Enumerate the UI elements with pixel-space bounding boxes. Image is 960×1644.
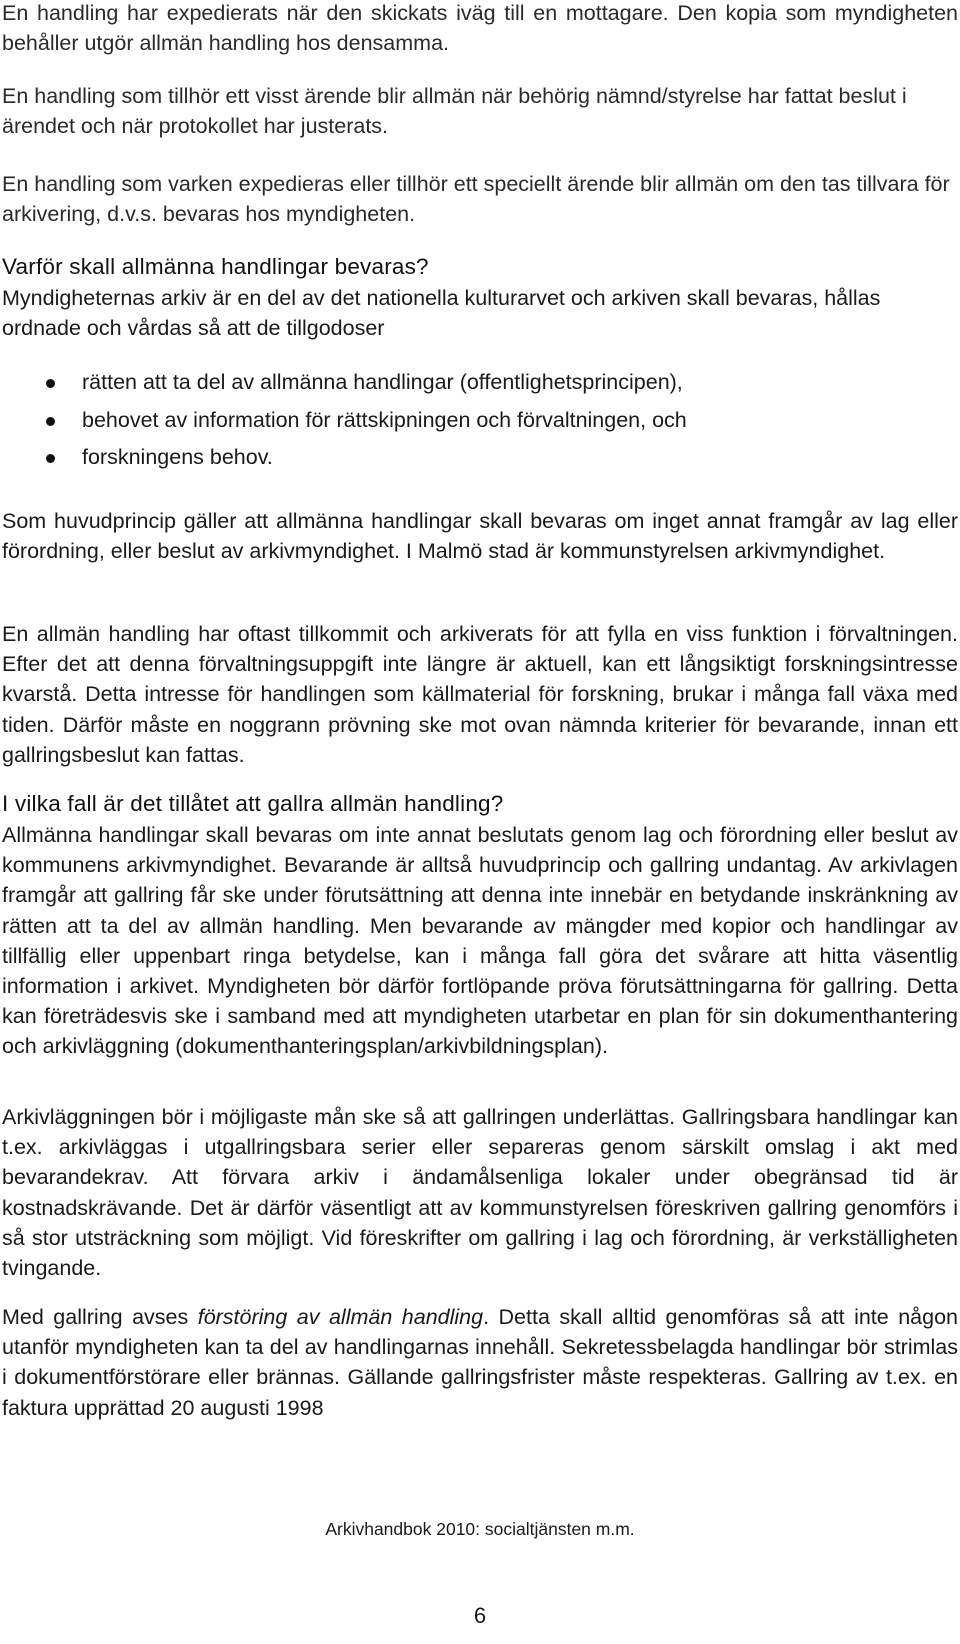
list-item-text: behovet av information för rättskipningen och förvaltningen, och (82, 407, 687, 432)
emphasis-forstoring: förstöring av allmän handling (197, 1305, 484, 1329)
footer-text: Arkivhandbok 2010: socialtjänsten m.m. (325, 1519, 635, 1539)
paragraph-text-start: Med gallring avses (2, 1305, 198, 1329)
list-item-text: rätten att ta del av allmänna handlingar (offentlighetsprincipen), (82, 370, 683, 394)
paragraph-gallring-undantag: Allmänna handlingar skall bevaras om inte annat beslutats genom lag och förordning eller beslut av kommunens arkivmyndighet. Bevarande är alltså huvudprincip och gallring undantag. Av arkivlagen framgår att gallring får ske under förutsättning att denna inte innebär en betydande inskränkning av rätten att ta del av allmän handling. Men bevarande av mängder med kopior och handlingar av tillfällig eller uppenbart ringa betydelse, kan i många fall göra det svårare att hitta väsentlig information i arkivet. Myndigheten bör därför fortlöpande pröva förutsättningarna för gallring. Detta kan företrädesvis ske i samband med att myndigheten utarbetar en plan för sin dokumenthantering och arkivläggning (dokumenthanteringsplan/arkivbildningsplan). (2, 823, 958, 1059)
paragraph-arende-handling: En handling som tillhör ett visst ärende blir allmän när behörig nämnd/styrelse har fattat beslut i ärendet och när protokollet har justerats. (2, 84, 907, 139)
paragraph-forskningsintresse: En allmän handling har oftast tillkommit och arkiverats för att fylla en viss funktion i förvaltningen. Efter det att denna förvaltningsuppgift inte längre är aktuell, kan ett långsiktigt forskningsintresse kvarstå. Detta intresse för handlingen som källmaterial för forskning, brukar i många fall växa med tiden. Därför måste en noggrann prövning ske mot ovan nämnda kriterier för bevarande, innan ett gallringsbeslut kan fattas. (2, 622, 958, 767)
paragraph-text-end: . Detta skall alltid genomföras så att inte någon utanför myndigheten kan ta del av handlingarnas innehåll. Sekretessbelagda handlingar bör strimlas i dokumentförstörare eller brännas. Gällande gallringsfrister måste respekteras. Gallring av t.ex. en faktura upprättad 20 augusti 1998 (2, 1305, 958, 1420)
bullet-list (2, 367, 958, 480)
list-item (2, 367, 958, 405)
bullet-icon (46, 379, 55, 388)
paragraph-huvudprincip: Som huvudprincip gäller att allmänna handlingar skall bevaras om inget annat framgår av lag eller förordning, eller beslut av arkivmyndighet. I Malmö stad är kommunstyrelsen arkivmyndighet. (2, 509, 958, 564)
list-item (2, 442, 958, 480)
paragraph-arkivering-handling: En handling som varken expedieras eller tillhör ett speciellt ärende blir allmän om den tas tillvara för arkivering, d.v.s. bevaras hos myndigheten. (2, 172, 950, 227)
bullet-icon (46, 454, 55, 463)
list-item-text: forskningens behov. (82, 445, 273, 469)
paragraph-arkivlaggning: Arkivläggningen bör i möjligaste mån ske så att gallringen underlättas. Gallringsbara handlingar kan t.ex. arkivläggas i utgallringsbara serier eller separeras genom särskilt omslag i akt med bevarandekrav. Att förvara arkiv i ändamålsenliga lokaler under obegränsad tid är kostnadskrävande. Det är därför väsentligt att av kommunstyrelsen föreskriven gallring genomförs i så stor utsträckning som möjligt. Vid föreskrifter om gallring i lag och förordning, är verkställigheten tvingande. (2, 1105, 958, 1281)
page-number: 6 (473, 1603, 487, 1628)
heading-when-allowed: I vilka fall är det tillåtet att gallra allmän handling? (2, 791, 504, 816)
paragraph-expedierad-handling: En handling har expedierats när den skickats iväg till en mottagare. Den kopia som myndigheten behåller utgör allmän handling hos densamma. (2, 1, 958, 56)
list-item (2, 405, 958, 443)
bullet-icon (46, 417, 55, 426)
paragraph-kulturarv: Myndigheternas arkiv är en del av det nationella kulturarvet och arkiven skall bevaras, hållas ordnade och vårdas så att de tillgodoser (2, 286, 881, 341)
heading-why-preserve: Varför skall allmänna handlingar bevaras? (2, 254, 429, 279)
paragraph-gallring-definition (2, 1302, 958, 1423)
